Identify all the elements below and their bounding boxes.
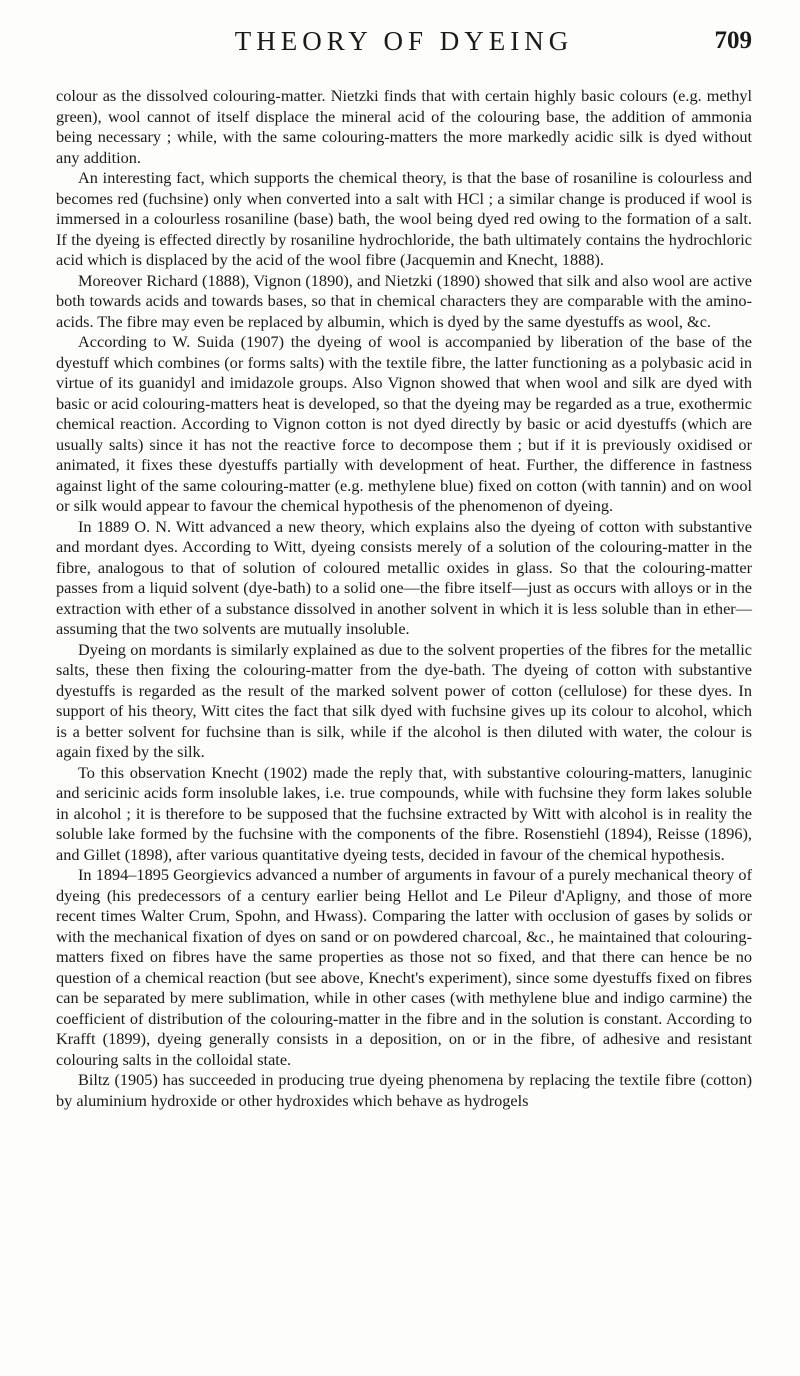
paragraph: colour as the dissolved colouring-matter. Nietzki finds that with certain highly basic colours (e.g. methyl green), wool cannot of itself displace the mineral acid of the colouring base, the addition of ammonia being necessary ; while, with the same colouring-matters the more markedly acidic silk is dyed without any addition.	[56, 86, 752, 167]
paragraph: To this observation Knecht (1902) made the reply that, with substantive colouring-matters, lanuginic and sericinic acids form insoluble lakes, i.e. true compounds, while with fuchsine they form lakes soluble in alcohol ; it is therefore to be supposed that the fuchsine extracted by Witt with alcohol is in reality the soluble lake formed by the fuchsine with the components of the fibre. Rosenstiehl (1894), Reisse (1896), and Gillet (1898), after various quantitative dyeing tests, decided in favour of the chemical hypothesis.	[56, 762, 752, 864]
page-header	[56, 26, 752, 66]
paragraph: In 1889 O. N. Witt advanced a new theory, which explains also the dyeing of cotton with substantive and mordant dyes. According to Witt, dyeing consists merely of a solution of the colouring-matter in the fibre, analogous to that of solution of coloured metallic oxides in glass. So that the colouring-matter passes from a liquid solvent (dye-bath) to a solid one—the fibre itself—just as occurs with alloys or in the extraction with ether of a substance dissolved in another solvent in which it is less soluble than in ether—assuming that the two solvents are mutually insoluble.	[56, 516, 752, 638]
paragraph: Dyeing on mordants is similarly explained as due to the solvent properties of the fibres for the metallic salts, these then fixing the colouring-matter from the dye-bath. The dyeing of cotton with substantive dyestuffs is regarded as the result of the marked solvent power of cotton (cellulose) for these dyes. In support of his theory, Witt cites the fact that silk dyed with fuchsine gives up its colour to alcohol, which is a better solvent for fuchsine than is silk, while if the alcohol is then diluted with water, the colour is again fixed by the silk.	[56, 639, 752, 761]
paragraph: In 1894–1895 Georgievics advanced a number of arguments in favour of a purely mechanical theory of dyeing (his predecessors of a century earlier being Hellot and Le Pileur d'Apligny, and those of more recent times Walter Crum, Spohn, and Hwass). Comparing the latter with occlusion of gases by solids or with the mechanical fixation of dyes on sand or on powdered charcoal, &c., he maintained that colouring-matters fixed on fibres have the same properties as those not so fixed, and that there can hence be no question of a chemical reaction (but see above, Knecht's experiment), since some dyestuffs fixed on fibres can be separated by mere sublimation, while in other cases (with methylene blue and indigo carmine) the coefficient of distribution of the colouring-matter in the fibre and in the solution is constant. According to Krafft (1899), dyeing generally consists in a deposition, on or in the fibre, of adhesive and resistant colouring salts in the colloidal state.	[56, 865, 752, 1069]
paragraph: Moreover Richard (1888), Vignon (1890), and Nietzki (1890) showed that silk and also wool are active both towards acids and towards bases, so that in chemical characters they are comparable with the amino-acids. The fibre may even be replaced by albumin, which is dyed by the same dyestuffs as wool, &c.	[56, 270, 752, 331]
paragraph: According to W. Suida (1907) the dyeing of wool is accompanied by liberation of the base of the dyestuff which combines (or forms salts) with the textile fibre, the latter functioning as a polybasic acid in virtue of its guanidyl and imidazole groups. Also Vignon showed that when wool and silk are dyed with basic or acid colouring-matters heat is developed, so that the dyeing may be regarded as a true, exothermic chemical reaction. According to Vignon cotton is not dyed directly by basic or acid dyestuffs (which are usually salts) since it has not the reactive force to decompose them ; but if it is previously oxidised or animated, it fixes these dyestuffs partially with development of heat. Further, the difference in fastness against light of the same colouring-matter (e.g. methylene blue) fixed on cotton (with tannin) and on wool or silk would appear to favour the chemical hypothesis of the phenomenon of dyeing.	[56, 332, 752, 515]
page-number: 709	[714, 27, 752, 54]
running-title: THEORY OF DYEING	[234, 26, 574, 56]
paragraph: An interesting fact, which supports the chemical theory, is that the base of rosaniline is colourless and becomes red (fuchsine) only when converted into a salt with HCl ; a similar change is produced if wool is immersed in a colourless rosaniline (base) bath, the wool being dyed red owing to the formation of a salt. If the dyeing is effected directly by rosaniline hydrochloride, the bath ultimately contains the hydrochloric acid which is displaced by the acid of the wool fibre (Jacquemin and Knecht, 1888).	[56, 168, 752, 269]
body-text	[56, 86, 752, 1111]
paragraph: Biltz (1905) has succeeded in producing true dyeing phenomena by replacing the textile fibre (cotton) by aluminium hydroxide or other hydroxides which behave as hydrogels	[56, 1070, 752, 1110]
